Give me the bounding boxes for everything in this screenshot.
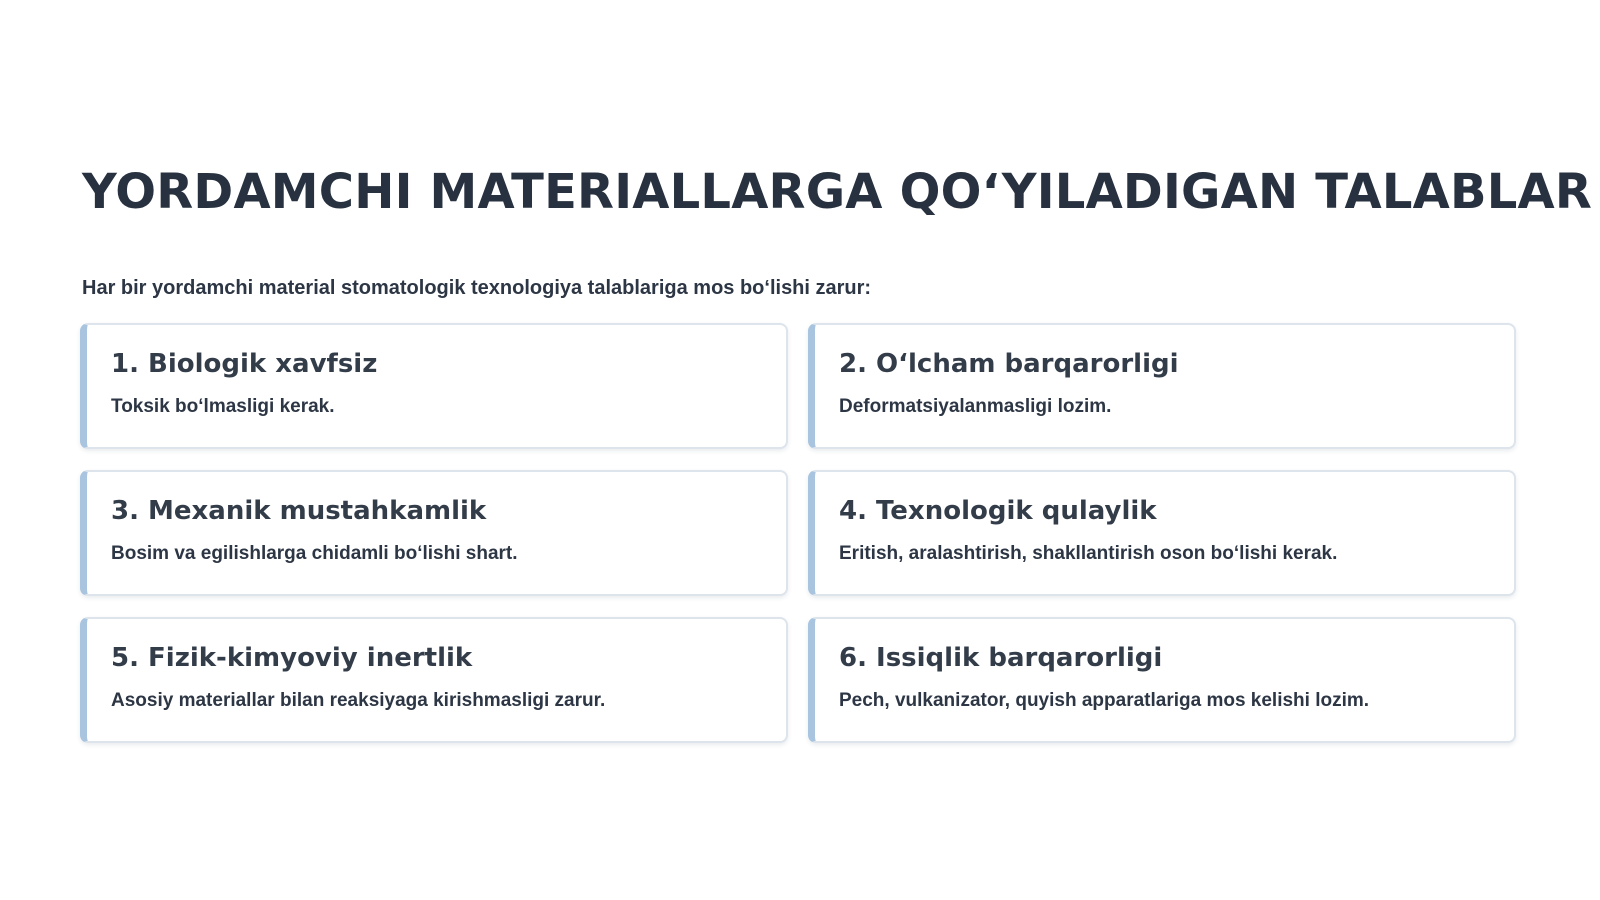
- requirement-card-3: [80, 470, 788, 596]
- requirement-card-description: Bosim va egilishlarga chidamli bo‘lishi shart.: [111, 543, 518, 564]
- requirement-card-4: [808, 470, 1516, 596]
- requirement-card-2: [808, 323, 1516, 449]
- requirement-card-description: Toksik bo‘lmasligi kerak.: [111, 396, 335, 417]
- requirement-card-description: Eritish, aralashtirish, shakllantirish oson bo‘lishi kerak.: [839, 543, 1338, 564]
- requirement-card-6: [808, 617, 1516, 743]
- requirement-card-title: 6. Issiqlik barqarorligi: [839, 643, 1163, 673]
- requirement-card-title: 5. Fizik-kimyoviy inertlik: [111, 643, 473, 673]
- requirement-card-description: Pech, vulkanizator, quyish apparatlariga mos kelishi lozim.: [839, 690, 1370, 711]
- requirement-card-1: [80, 323, 788, 449]
- requirement-card-description: Deformatsiyalanmasligi lozim.: [839, 396, 1112, 417]
- requirement-card-description: Asosiy materiallar bilan reaksiyaga kirishmasligi zarur.: [111, 690, 606, 711]
- page-title: YORDAMCHI MATERIALLARGA QO‘YILADIGAN TALABLAR: [82, 164, 1593, 220]
- requirement-card-5: [80, 617, 788, 743]
- page-subtitle: Har bir yordamchi material stomatologik texnologiya talablariga mos bo‘lishi zarur:: [82, 277, 872, 299]
- requirement-card-title: 1. Biologik xavfsiz: [111, 349, 378, 379]
- requirement-card-title: 4. Texnologik qulaylik: [839, 496, 1157, 526]
- requirement-card-title: 2. O‘lcham barqarorligi: [839, 349, 1179, 379]
- requirement-card-title: 3. Mexanik mustahkamlik: [111, 496, 487, 526]
- requirements-grid: [80, 323, 1518, 743]
